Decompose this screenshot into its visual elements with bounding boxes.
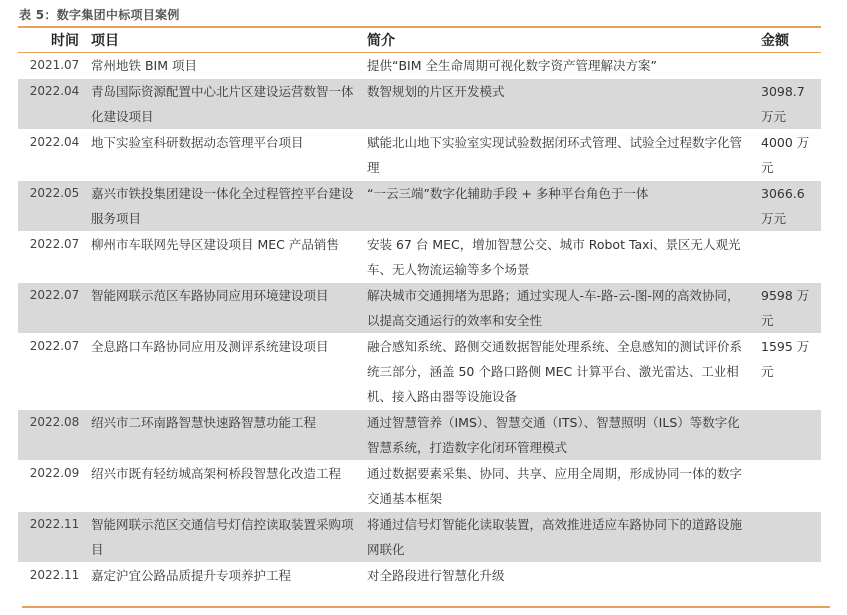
bottom-rule <box>22 606 830 608</box>
cell-time: 2022.07 <box>29 339 80 353</box>
table-row <box>18 53 821 79</box>
table-row <box>18 563 821 589</box>
cell-project: 智能网联示范区交通信号灯信控读取装置采购项目 <box>85 512 361 563</box>
table-row <box>18 410 821 461</box>
cell-project: 常州地铁 BIM 项目 <box>91 58 197 73</box>
cell-time: 2021.07 <box>29 58 80 72</box>
table-row <box>18 181 821 232</box>
header-project: 项目 <box>85 28 361 53</box>
header-summary: 简介 <box>361 28 755 53</box>
cell-project: 全息路口车路协同应用及测评系统建设项目 <box>91 339 329 354</box>
table-caption: 表 5：数字集团中标项目案例 <box>19 8 180 22</box>
cell-amount <box>755 563 821 589</box>
cell-summary: 提供“BIM 全生命周期可视化数字资产管理解决方案” <box>367 58 657 73</box>
cell-summary: 安装 67 台 MEC，增加智慧公交、城市 Robot Taxi、景区无人观光车、无人物流运输等多个场景 <box>367 237 741 277</box>
cell-amount: 4000 万元 <box>761 135 810 175</box>
cell-summary: 对全路段进行智慧化升级 <box>367 568 505 583</box>
table-row <box>18 79 821 130</box>
cell-summary: 数智规划的片区开发模式 <box>361 79 755 130</box>
cell-project: 地下实验室科研数据动态管理平台项目 <box>91 135 304 150</box>
cell-amount <box>755 512 821 563</box>
cell-time: 2022.09 <box>29 466 80 480</box>
cell-project: 嘉兴市铁投集团建设一体化全过程管控平台建设服务项目 <box>85 181 361 232</box>
cell-time: 2022.04 <box>29 135 80 149</box>
cell-summary: 融合感知系统、路侧交通数据智能处理系统、全息感知的测试评价系统三部分，涵盖 50 个路口路侧 MEC 计算平台、激光雷达、工业相机、接入路由器等设施设备 <box>367 339 743 404</box>
cell-time: 2022.07 <box>18 283 85 334</box>
cell-amount: 9598 万元 <box>755 283 821 334</box>
table-row <box>18 130 821 181</box>
cell-summary: 解决城市交通拥堵为思路；通过实现人-车-路-云-图-网的高效协同，以提高交通运行的效率和安全性 <box>361 283 755 334</box>
table-row <box>18 512 821 563</box>
cell-amount: 1595 万元 <box>761 339 810 379</box>
cell-summary: “一云三端”数字化辅助手段 + 多种平台角色于一体 <box>361 181 755 232</box>
cell-amount: 3066.6万元 <box>755 181 821 232</box>
cell-time: 2022.11 <box>29 568 80 582</box>
cell-project: 嘉定沪宜公路品质提升专项养护工程 <box>91 568 292 583</box>
cell-project: 绍兴市二环南路智慧快速路智慧功能工程 <box>85 410 361 461</box>
cell-project: 青岛国际资源配置中心北片区建设运营数智一体化建设项目 <box>85 79 361 130</box>
cell-project: 绍兴市既有轻纺城高架柯桥段智慧化改造工程 <box>91 466 342 481</box>
cell-time: 2022.07 <box>29 237 80 251</box>
cell-summary: 通过数据要素采集、协同、共享、应用全周期，形成协同一体的数字交通基本框架 <box>367 466 743 506</box>
table-row <box>18 232 821 283</box>
table-body <box>18 53 821 589</box>
table-row <box>18 283 821 334</box>
header-time: 时间 <box>18 28 85 53</box>
cell-amount <box>755 461 821 512</box>
cell-project: 柳州市车联网先导区建设项目 MEC 产品销售 <box>91 237 339 252</box>
header-row <box>18 28 821 53</box>
cell-time: 2022.11 <box>18 512 85 563</box>
cell-amount <box>755 410 821 461</box>
cell-summary: 通过智慧管养（IMS）、智慧交通（ITS）、智慧照明（ILS）等数字化智慧系统，打造数字化闭环管理模式 <box>361 410 755 461</box>
cell-summary: 赋能北山地下实验室实现试验数据闭环式管理、试验全过程数字化管理 <box>367 135 743 175</box>
header-amount: 金额 <box>755 28 821 53</box>
table-row <box>18 461 821 512</box>
cell-summary: 将通过信号灯智能化读取装置，高效推进适应车路协同下的道路设施网联化 <box>361 512 755 563</box>
cell-amount: 3098.7万元 <box>755 79 821 130</box>
projects-table <box>18 28 821 589</box>
cell-amount <box>755 53 821 79</box>
table-row <box>18 334 821 410</box>
cell-time: 2022.04 <box>18 79 85 130</box>
cell-amount <box>755 232 821 283</box>
cell-project: 智能网联示范区车路协同应用环境建设项目 <box>85 283 361 334</box>
cell-time: 2022.05 <box>18 181 85 232</box>
cell-time: 2022.08 <box>18 410 85 461</box>
